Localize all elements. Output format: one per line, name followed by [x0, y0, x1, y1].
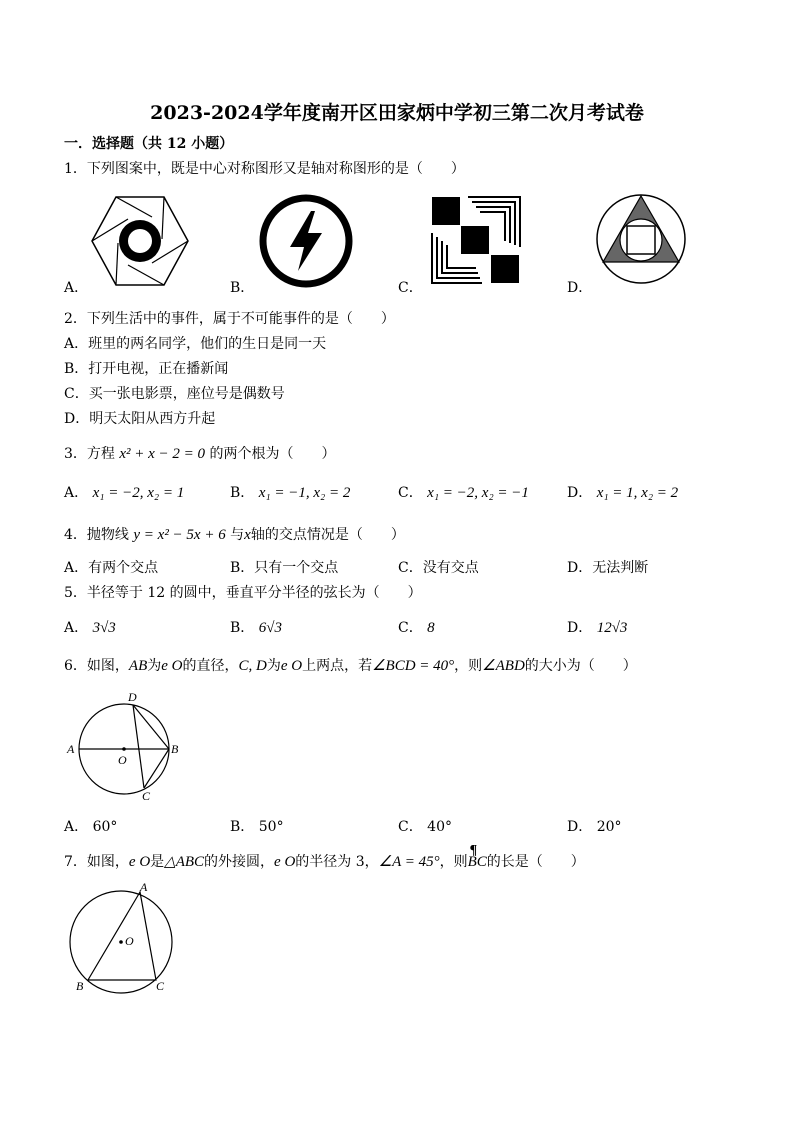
q6-circle-1: e O [161, 658, 183, 674]
q7-label-c: C [156, 979, 165, 993]
q1-option-d: D． [567, 280, 593, 296]
q4-option-d: D．无法判断 [567, 560, 649, 576]
q7-arc-label: BC [467, 854, 487, 870]
q4-stem-pre: 4．抛物线 [64, 527, 129, 543]
q5-option-d-label: D． [567, 620, 593, 636]
q2-stem: 2．下列生活中的事件，属于不可能事件的是（ ） [64, 311, 395, 327]
q7-arc-mark: ¶ [469, 843, 478, 858]
q3-option-b-label: B． [230, 485, 255, 501]
q5-stem: 5．半径等于 12 的圆中，垂直平分半径的弦长为（ ） [64, 585, 422, 601]
q7-text-2: 是 [150, 854, 165, 870]
q3-root-d: x₁ = 1, x₂ = 2 [596, 485, 679, 501]
q1-figure-d [594, 192, 688, 286]
q6-option-a-label: A． [64, 819, 89, 835]
q6-option-c [398, 816, 452, 836]
q6-figure [64, 688, 184, 806]
q5-option-a [64, 617, 116, 637]
q1-option-b: B． [230, 280, 255, 296]
q7-given: ∠A = 45° [378, 854, 440, 870]
q6-text-4: 为 [266, 658, 281, 674]
q3-root-b: x₁ = −1, x₂ = 2 [258, 485, 351, 501]
q6-value-a: 60° [92, 819, 118, 835]
q5-option-d [567, 617, 627, 637]
q5-value-a: 3√3 [92, 620, 116, 636]
q3-option-a-label: A． [64, 485, 89, 501]
q5-option-b-label: B． [230, 620, 255, 636]
q2-option-a: A．班里的两名同学，他们的生日是同一天 [64, 336, 327, 352]
q6-given: ∠BCD = 40° [372, 658, 455, 674]
q4-stem [64, 524, 405, 544]
q6-ab: AB [128, 658, 148, 674]
q5-option-c-label: C． [398, 620, 423, 636]
q6-option-d [567, 816, 622, 836]
q4-stem-post: 轴的交点情况是（ ） [250, 527, 405, 543]
q4-option-b: B．只有一个交点 [230, 560, 339, 576]
q6-ask: ∠ABD [482, 658, 525, 674]
q5-value-b: 6√3 [258, 620, 282, 636]
q5-option-c [398, 617, 435, 637]
q2-option-b: B．打开电视，正在播新闻 [64, 361, 229, 377]
q3-option-b [230, 482, 350, 502]
q6-value-d: 20° [596, 819, 622, 835]
q7-label-a: A [140, 880, 148, 894]
q3-option-c-label: C． [398, 485, 423, 501]
section-heading: 一．选择题（共 12 小题） [64, 136, 234, 152]
q4-stem-mid: 与 [230, 527, 245, 543]
q7-label-o: O [125, 934, 134, 948]
q4-equation: y = x² − 5x + 6 [133, 527, 226, 543]
q3-stem-pre: 3．方程 [64, 446, 115, 462]
q1-stem: 1．下列图案中，既是中心对称图形又是轴对称图形的是（ ） [64, 161, 465, 177]
q3-option-a [64, 482, 184, 502]
q6-label-o: O [118, 753, 127, 767]
q7-text-1: 7．如图， [64, 854, 129, 870]
q6-option-d-label: D． [567, 819, 593, 835]
q1-option-a: A． [64, 280, 89, 296]
page-title: 2023-2024学年度南开区田家炳中学初三第二次月考试卷 [150, 102, 644, 124]
q6-text-5: 上两点，若 [302, 658, 373, 674]
q7-label-b: B [76, 979, 84, 993]
q6-value-c: 40° [427, 819, 452, 835]
q6-text-1: 6．如图， [64, 658, 129, 674]
q3-equation: x² + x − 2 = 0 [119, 446, 206, 462]
q4-option-c: C．没有交点 [398, 560, 479, 576]
q5-value-d: 12√3 [596, 620, 628, 636]
q6-label-c: C [142, 789, 151, 803]
q1-figure-b [258, 193, 354, 289]
q7-text-5: ，则 [439, 854, 468, 870]
q1-figure-c [430, 195, 522, 285]
q7-circle-1: e O [128, 854, 151, 870]
q6-stem [64, 655, 637, 675]
q7-triangle: △ABC [164, 854, 205, 870]
q5-option-a-label: A． [64, 620, 89, 636]
q7-figure [64, 880, 184, 996]
q5-value-c: 8 [427, 620, 435, 636]
q3-stem [64, 443, 336, 463]
q6-option-c-label: C． [398, 819, 423, 835]
q3-option-c [398, 482, 529, 502]
q6-label-d: D [128, 690, 137, 704]
q7-stem [64, 843, 585, 871]
q3-root-a: x₁ = −2, x₂ = 1 [92, 485, 185, 501]
q7-arc [467, 843, 487, 870]
q6-label-b: B [171, 742, 179, 756]
q4-option-a: A．有两个交点 [64, 560, 159, 576]
q3-option-d-label: D． [567, 485, 593, 501]
q6-value-b: 50° [258, 819, 284, 835]
q1-option-c: C． [398, 280, 423, 296]
q6-text-7: 的大小为（ ） [524, 658, 637, 674]
q6-cd: C, D [238, 658, 267, 674]
q3-option-d [567, 482, 678, 502]
q6-text-6: ，则 [454, 658, 483, 674]
q2-option-c: C．买一张电影票，座位号是偶数号 [64, 386, 285, 402]
q6-circle-2: e O [280, 658, 303, 674]
q7-circle-2: e O [274, 854, 296, 870]
q6-option-b [230, 816, 284, 836]
q6-text-2: 为 [147, 658, 162, 674]
q1-figure-a [90, 195, 190, 287]
q6-text-3: 的直径， [182, 658, 239, 674]
q2-option-d: D．明天太阳从西方升起 [64, 411, 216, 427]
q6-option-a [64, 816, 117, 836]
q4-axis: x [244, 527, 251, 543]
q6-option-b-label: B． [230, 819, 255, 835]
q3-root-c: x₁ = −2, x₂ = −1 [427, 485, 529, 501]
q3-stem-post: 的两个根为（ ） [209, 446, 336, 462]
q7-text-4: 的半径为 3， [295, 854, 379, 870]
q7-text-6: 的长是（ ） [486, 854, 585, 870]
q5-option-b [230, 617, 282, 637]
q7-text-3: 的外接圆， [204, 854, 275, 870]
q6-label-a: A [67, 742, 75, 756]
